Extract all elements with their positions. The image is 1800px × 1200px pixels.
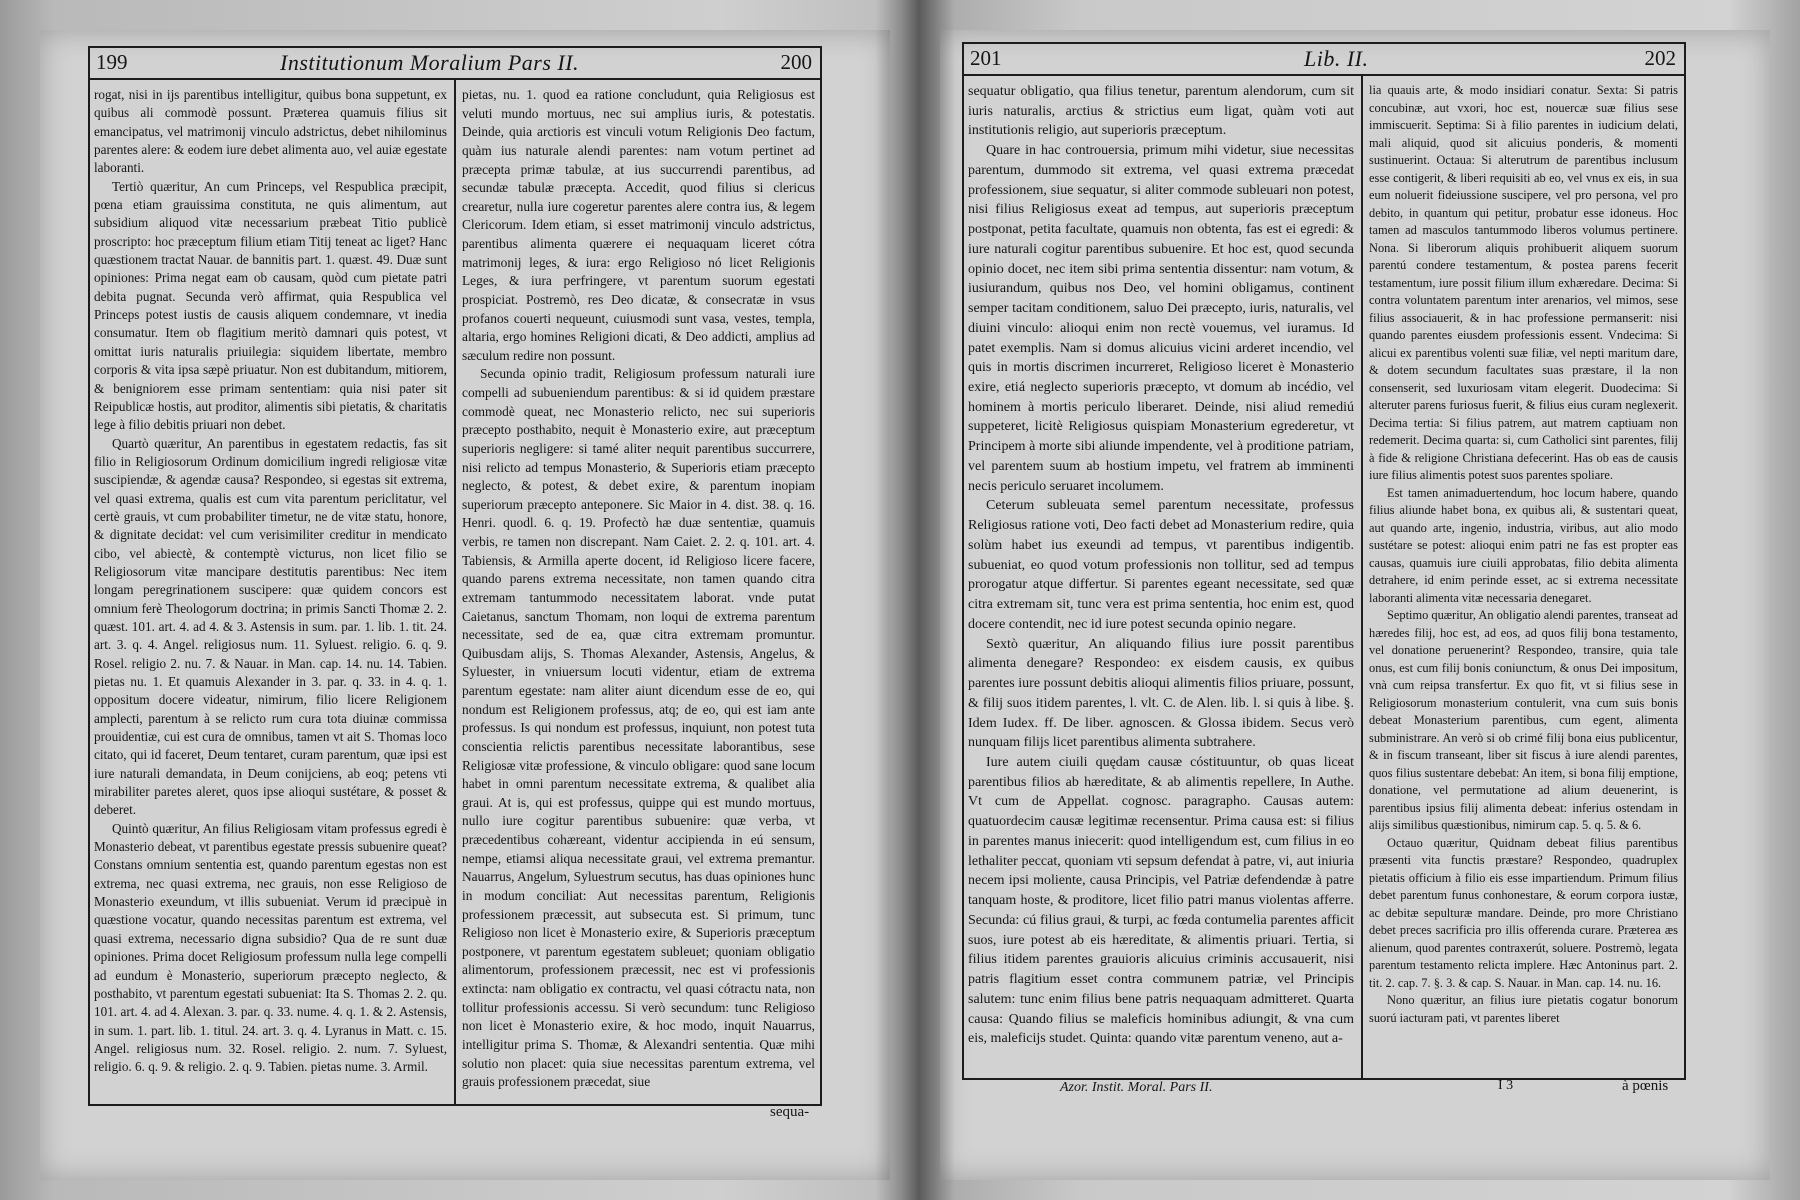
page-number-201: 201 bbox=[970, 46, 1002, 70]
column-divider bbox=[454, 78, 456, 1104]
paragraph: Octauo quæritur, Quidnam debeat filius parentibus præsenti vita functis præstare? Respondeo, quadruplex pietatis officium à filio eis esse impartiendum. Primum filius debet parentum funus conhonestare, & eorum corpora iustæ, ac debitæ sepulturæ mandare. Deinde, pro more Christiano debet preces sacrificia pro illis offerenda curare. Præterea æs alienum, quod parentes contraxerút, soluere. Postremò, legata parentum testamento relicta implere. Hæc Antoninus part. 2. tit. 2. cap. 7. §. 3. & cap. S. Nauar. in Man. cap. 14. nu. 16. bbox=[1369, 835, 1678, 990]
right-page-column-1 bbox=[968, 82, 1354, 1049]
paragraph: Tertiò quæritur, An cum Princeps, vel Respublica præcipit, pœna etiam grauissima constituta, ne quis alimentum, aut subsidium aliquod vitæ necessarium præbeat Titio publicè proscripto: hoc præceptum filium etiam Titij teneat ac liget? Hanc quæstionem tractat Nauar. de bannitis part. 1. quæst. 49. Duæ sunt opiniones: Prima negat eam ob causam, quòd cum pietate patri debita pugnat. Secunda verò affirmat, quia Respublica vel Princeps potest iustis de causis aliquem condemnare, vt inedia consumatur. Item ob flagitium meritò damnari quis potest, vt omittat iuris naturalis priuilegia: siquidem libertate, membro corporis & vita ipsa sæpè priuatur. Non est dubitandum, mitiorem, & benigniorem esse primam sententiam: quia nisi pater sit Reipublicæ hostis, aut proditor, alimentis sibi pietatis, & charitatis lege à filio debitis priuari non debet. bbox=[94, 178, 447, 433]
column-divider bbox=[1361, 74, 1363, 1078]
paragraph: Secunda opinio tradit, Religiosum professum naturali iure compelli ad subueniendum parentibus: & si id quidem præstare commodè queat, nec Monasterio relicto, nec sui superioris præcepto posthabito, nequit è Monasterio exire, aut præceptum superioris negligere: si tamé aliter nequit parentibus succurrere, nisi relicto ad tempus Monasterio, & Superioris etiam præcepto neglecto, & potest, & debet exire, & parentum inopiam superiorum præcepto anteponere. Sic Maior in 4. dist. 38. q. 16. Henri. quodl. 6. q. 19. Profectò hæ duæ sententiæ, quamuis verbis, re tamen non discrepant. Nam Caiet. 2. 2. q. 101. art. 4. Tabiensis, & Armilla aperte docent, id Religioso licere facere, quando parens extrema necessitate, non tamen quando citra extremam tantummodo necessitatem laborat. vnde putat Caietanus, sanctum Thomam, non loqui de extrema parentum necessitate, sed de ea, quæ citra extremam promuntur. Quibusdam alijs, S. Thomas Alexander, Astensis, Angelus, & Syluester, in vniuersum locuti videntur, etiam de extrema parentum egestate: nam aliter aiunt dicendum esse de eo, qui nondum est Religionem professus, atq; de eo, qui est iam ante professus. Is qui nondum est professus, inquiunt, non potest tuta conscientia relictis parentibus necessitate laborantibus, sese Religiosæ vitæ professione, & vinculo obligare: quod sane locum habet in omni parentum necessitate extrema, & qualibet alia graui. At is, qui est professus, quippe qui est mundo mortuus, nullo iure cogitur parentibus subuenire: quæ verba, vt præcedentibus cohæreant, videntur accipienda in eú sensum, nempe, etiamsi aliqua necessitate graui, vel extrema premantur. Nauarrus, Angelum, Syluestrum secutus, has duas opiniones hunc in modum conciliat: Aut necessitas parentum, Religionis professionem præcessit, aut subsecuta est. Si primum, tunc Religioso non licet è Monasterio exire, & Superioris præceptum postponere, vt parentum egestatem subleuet; quoniam obligatio alimentorum, professionem præcessit, nec est vi professionis extincta: nam obligatio ex contractu, vel quasi cótractu nata, non tollitur professionis accessu. Si verò secundum: tunc Religioso non licet è Monasterio exire, & hoc modo, inquit Nauarrus, intelligitur prima S. Thomæ, & Alexandri sententia. Quæ mihi solutio non placet: quia siue necessitas parentum extrema, vel grauis professionem præcedat, siue bbox=[462, 366, 815, 1090]
paragraph: Ceterum subleuata semel parentum necessitate, professus Religiosus ratione voti, Deo facti debet ad Monasterium redire, quia solùm habet ius exeundi ad tempus, vt parentibus indigentib. subueniat, eo quod votum professionis non tollitur, sed ad tempus prorogatur atque differtur. Si parentes egeant necessitate, sed quæ citra extremam sit, tunc vera est prima sententia, hoc enim est, quod docere contendit, nec id iure potest secunda opinio negare. bbox=[968, 498, 1354, 632]
left-page-column-1 bbox=[94, 86, 447, 1077]
running-title-right: Lib. II. bbox=[1304, 46, 1369, 71]
paragraph: Sextò quæritur, An aliquando filius iure possit parentibus alimenta denegare? Respondeo: ex eisdem causis, ex quibus parentes iure possunt debitis alioqui alimentis filios priuare, possunt, & filij suos itidem parentes, l. vlt. C. de Alen. lib. l. si quis à libe. §. Idem Iudex. ff. De liber. agnoscen. & Glossa ibidem. Secus verò nunquam filijs licet parentibus alimenta subtrahere. bbox=[968, 636, 1354, 751]
paragraph: sequatur obligatio, qua filius tenetur, parentum alendorum, cum sit iuris naturalis, arctius & strictius eum ligat, quàm voti aut institutionis religio, aut superioris præceptum. bbox=[968, 84, 1354, 139]
header-rule bbox=[964, 74, 1684, 76]
catchword-right: à pœnis bbox=[1622, 1078, 1669, 1094]
paragraph: Quare in hac controuersia, primum mihi videtur, siue necessitas parentum, dummodo sit extrema, vel quasi extrema præcedat professionem, siue sequatur, si aliter commode subleuari non potest, nisi filius Religiosus exeat ad tempus, aut superioris præceptum postponat, petita facultate, quamuis non obtenta, fas est ei egredi: & iure naturali cogitur parentibus subuenire. Et hoc est, quod secunda opinio docet, nec item sibi prima sententia dissentur: nam votum, & iusiurandum, quibus nos Deo, vel homini obligamus, continent semper tacitam conditionem, saluo Dei præcepto, iuris, naturalis, vel diuini vinculo: alioqui enim non rectè vouemus, vel iuramus. Id patet exemplis. Nam si domus alicuius vicini arderet incendio, vel quis in mortis discrimen incurreret, Religioso liceret è Monasterio exire, etiá neglecto superioris præcepto, vt domum ab incédio, vel hominem à mortis periculo liberaret. Deinde, nisi aliud remediú suppeteret, licitè Religiosus quispiam Monasterium egrederetur, vt Principem à morte sibi aliunde impendente, vel à proditione patriam, vel parentem suum ab hostium impetu, vel fratrem ab imminenti necis periculo seruaret incolumem. bbox=[968, 143, 1354, 494]
page-number-200: 200 bbox=[780, 50, 812, 74]
paragraph: Quintò quæritur, An filius Religiosam vitam professus egredi è Monasterio debeat, vt parentibus egestate pressis subuenire queat? Constans omnium sententia est, quando parentum egestas non est extrema, nec quasi extrema, nec grauis, non esse Religioso de Monasterio exeundum, vt illis subueniat. Verum id præcipuè in quæstione vocatur, quando necessitas parentum est extrema, vel quasi extrema, necessario digna subsidio? Qua de re sunt duæ opiniones. Prima docet Religiosum professum nulla lege compelli ad eundum è Monasterio, superiorum præcepto neglecto, & posthabito, vt parentum egestati subueniat: Ita S. Thomas 2. 2. qu. 101. art. 4. ad 4. Alexan. 3. par. q. 33. nume. 4. q. 1. & 2. Astensis, in sum. 1. part. lib. 1. titul. 24. art. 3. q. 4. Lyranus in Matt. c. 15. Angel. religiosus num. 32. Rosel. religio. 2. num. 7. Syluest, religio. 6. q. 9. & religio. 2. q. 9. Tabien. pietas nume. 3. Armil. bbox=[94, 820, 447, 1075]
catchword-left: sequa- bbox=[770, 1104, 810, 1120]
left-page-column-2 bbox=[462, 86, 815, 1092]
footer-signature-line: Azor. Instit. Moral. Pars II. bbox=[1060, 1080, 1213, 1095]
paragraph: pietas, nu. 1. quod ea ratione concludunt, quia Religiosus est veluti mundo mortuus, nec sui amplius iuris, & potestatis. Deinde, quia arctioris est vinculi votum Religionis Deo factum, quàm ius naturale alendi parentes: nam votum pertinet ad præcepta primæ tabulæ, at ius succurrendi parentibus, ad secundæ tabulæ præcepta. Accedit, quod filius si clericus crearetur, nulla iure cogeretur parentes alere contra ius, & legem Clericorum. Idem etiam, si esset matrimonij vinculo adstrictus, parentibus alimenta quærere ei nequaquam liceret cótra matrimonij leges, & iura: ergo Religioso nó licet Religionis Leges, & iura perfringere, vt parentum suorum egestati prospiciat. Postremò, res Deo dicatæ, & consecratæ in vsus profanos couerti nequeunt, cuiusmodi sunt vasa, vestes, templa, altaria, ergo homines Religioni dicati, & Deo addicti, amplius ad sæculum redire non possunt. bbox=[462, 87, 815, 363]
running-title-left: Institutionum Moralium Pars II. bbox=[280, 50, 580, 75]
paragraph: Quartò quæritur, An parentibus in egestatem redactis, fas sit filio in Religiosorum Ordinum domicilium ingredi religiosæ vitæ suscipiendæ, & agendæ causa? Respondeo, si egestas sit extrema, vel quasi extrema, qualis est cum vita parentum periclitatur, vel certè grauis, vt cum probabiliter timetur, ne de vitæ statu, honore, & dignitate decidat: vel cum verisimiliter creditur in mendicato cibo, vel abiectè, & contemptè victurus, non licet filio se Religiosorum vitæ mancipare destitutis parentibus: Nec item longam peregrinationem suscipere: quæ quidem concors est omnium ferè Theologorum doctrina; in primis Sancti Thomæ 2. 2. quæst. 101. art. 4. ad 4. & 3. Astensis in sum. par. 1. lib. 1. tit. 24. art. 3. q. 4. Angel. religiosus num. 11. Syluest. religio. 6. q. 9. Rosel. religio 2. nu. 7. & Nauar. in Man. cap. 14. nu. 14. Tabien. pietas nu. 1. Et quamuis Alexander in 3. par. q. 33. in 4. q. 1. oppositum docere videatur, nimirum, filio licere Religionem amplecti, parentum à se relicto rum cura tota diuinæ commissa prouidentiæ, cui est cura de omnibus, tamen vt ait S. Thomas loco citato, qui id faceret, Deum tentaret, curam parentum, quæ ipsi est iure naturali demandata, in Deum conijciens, ab eoq; petens vti mirabiliter paretes aleret, quos ipse alioqui sustétare, & posset & deberet. bbox=[94, 435, 447, 818]
paragraph: Nono quæritur, an filius iure pietatis cogatur bonorum suorú iacturam pati, vt parentes liberet bbox=[1369, 993, 1678, 1025]
right-page-column-2 bbox=[1369, 82, 1678, 1027]
paragraph: lia quauis arte, & modo insidiari conatur. Sexta: Si patris concubinæ, aut vxori, hoc est, nouercæ suæ filius sese immiscuerit. Septima: Si à filio parentes in iudicium delati, mali aliquid, quod sit alicuius ponderis, & momenti sustinuerint. Octaua: Si alterutrum de parentibus inclusum esse contigerit, & liberi requisiti ab eo, vel vnus ex eis, in sua eum noluerit fideiussione suscipere, vel pro persona, vel pro debito, in quantum qui petitur, probatur esse idoneus. Hoc tamen ad masculos tantummodo liberos volumus pertinere. Nona. Si liberorum aliquis prohibuerit aliquem suorum parentú condere testamentum, & postea parens fecerit testamentum, iure possit filium illum exhæredare. Decima: Si contra voluntatem parentum inter arenarios, vel mimos, sese filius associauerit, & in hac professione permanserit: nisi quando parentes eiusdem professionis essent. Vndecima: Si alicui ex parentibus volenti suæ filiæ, vel nepti maritum dare, & dotem secundum facultates suas præstare, il la non consenserit, sed luxuriosam vitam elegerit. Duodecima: Si alteruter parens furiosus fuerit, & filius eius curam neglexerit. Decima tertia: Si filius patrem, aut matrem captiuam non redemerit. Decima quarta: si, cum Catholici sint parentes, filij à fide & religione Christiana defecerint. Has ob eas de causis iure filius alimentis potest suos parentes spoliare. bbox=[1369, 83, 1678, 482]
paragraph: Est tamen animaduertendum, hoc locum habere, quando filius aliunde habet bona, ex quibus ali, & sustentari queat, aut quando arte, ingenio, industria, viribus, aut alio modo sustétare se potest: alioqui enim patri ne fas est propter eas causas, quamuis iure ciuili approbatas, filio debita alimenta detrahere, id enim perinde esset, ac si extrema necessitate laboranti alimenta vitæ necessaria denegaret. bbox=[1369, 485, 1678, 605]
right-page-frame bbox=[962, 42, 1686, 1080]
paragraph: Septimo quæritur, An obligatio alendi parentes, transeat ad hæredes filij, hoc est, ad eos, ad quos filij bona testamento, vel donatione peruenerint? Respondeo, transire, quia tale onus, est cum filij bonis coniunctum, & onus Dei impositum, vnà cum reipsa transfertur. Ex quo fit, vt si filius sese in Religiosorum monasterium contulerit, vna cum suis bonis debeat Monasterium parentibus, cum egent, alimenta subministrare. An verò si ob crimé filij bona eius publicentur, & in fiscum transeant, liber sit fiscus à iure alendi parentes, quos filius sustentare debebat: An item, si bona filij emptione, donatione, vel permutatione ad alium deuenerint, is parentibus ipsius filij alimenta debeat: inferius ostendam in alijs similibus quæstionibus, nimirum cap. 5. q. 5. & 6. bbox=[1369, 608, 1678, 832]
signature-mark: I 3 bbox=[1498, 1078, 1514, 1093]
left-page-frame bbox=[88, 46, 822, 1106]
paragraph: Iure autem ciuili quędam causæ cóstituuntur, ob quas liceat parentibus filios ab hæreditate, & ab alimentis repellere, In Authe. Vt cum de Appellat. cognosc. paragrapho. Causas autem: quatuordecim causæ legitimæ recensentur. Prima causa est: si filius in parentes manus iniecerit: quod intelligendum est, cum filius in eo lethaliter peccat, quoniam vti sepsum defendat à patre, vi, aut iniuria necem ipsi moliente, causa Principis, vel Patriæ defendendæ à patre tanquam hoste, & proditore, licet filio patri manus violentas afferre. Secunda: cú filius graui, & turpi, ac fœda contumelia parentes afficit suos, iure potest ab eis hæreditate, & alimentis priuari. Tertia, si filius itidem parentes grauioris alicuius criminis accusauerit, nisi patris flagitium esset contra communem patriæ, vel Principis salutem: tunc enim filius bene patris nequaquam admitteret. Quarta causa: Quando filius se maleficis hominibus adiungit, & vna cum eis, maleficijs studet. Quinta: quando vitæ parentum veneno, aut a- bbox=[968, 754, 1354, 1047]
page-number-199: 199 bbox=[96, 50, 128, 74]
book-gutter bbox=[875, 0, 955, 1200]
page-number-202: 202 bbox=[1644, 46, 1676, 70]
paragraph: rogat, nisi in ijs parentibus intelligitur, quibus bona suppetunt, ex quibus ali commodè possunt. Præterea quamuis filius sit emancipatus, vel matrimonij vinculo adstrictus, debet nihilominus parentes alere: & eodem iure debet alimenta auo, vel auiæ egestate laboranti. bbox=[94, 87, 447, 176]
